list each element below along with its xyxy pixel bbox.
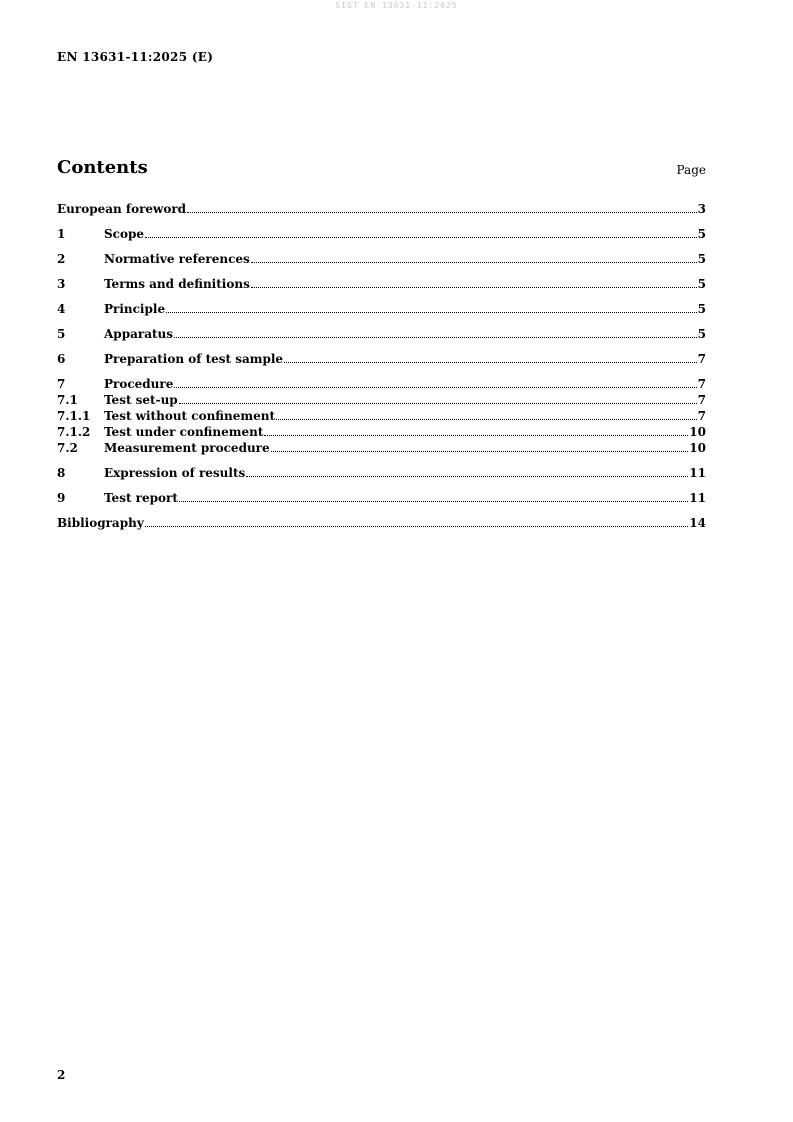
toc-leader-dots [166, 301, 697, 313]
toc-entry-scope[interactable] [57, 226, 706, 242]
toc-entry-measurement-procedure[interactable] [57, 440, 706, 456]
toc-entry-page: 5 [697, 252, 706, 266]
toc-entry-page: 10 [689, 425, 706, 439]
toc-entry-test-report[interactable] [57, 490, 706, 506]
toc-entry-number: 7 [57, 377, 66, 391]
toc-entry-page: 5 [697, 302, 706, 316]
toc-leader-dots [179, 392, 697, 404]
contents-title: Contents [57, 157, 148, 178]
toc-entry-title: Apparatus [104, 327, 173, 341]
toc-leader-dots [145, 515, 689, 527]
toc-entry-terms-and-definitions[interactable] [57, 276, 706, 292]
toc-entry-number: 7.1 [57, 393, 78, 407]
toc-entry-title: Test under confinement [104, 425, 264, 439]
toc-leader-dots [187, 201, 697, 213]
toc-leader-dots [284, 351, 697, 363]
toc-entry-page: 7 [697, 409, 706, 423]
toc-entry-title: Test report [104, 491, 178, 505]
toc-entry-page: 5 [697, 227, 706, 241]
toc-entry-number: 2 [57, 252, 66, 266]
toc-entry-page: 11 [689, 466, 706, 480]
toc-entry-number: 7.1.2 [57, 425, 91, 439]
toc-entry-page: 5 [697, 277, 706, 291]
toc-entry-title: Principle [104, 302, 166, 316]
toc-entry-title: Normative references [104, 252, 250, 266]
toc-entry-number: 7.2 [57, 441, 78, 455]
page-number: 2 [57, 1068, 66, 1082]
toc-entry-number: 7.1.1 [57, 409, 91, 423]
toc-entry-title: Test set-up [104, 393, 178, 407]
table-of-contents [57, 201, 706, 531]
toc-entry-procedure[interactable] [57, 376, 706, 392]
watermark: SIST EN 13631-11:2025 [335, 1, 458, 10]
toc-entry-european-foreword[interactable] [57, 201, 706, 217]
toc-leader-dots [246, 465, 688, 477]
toc-leader-dots [251, 276, 697, 288]
toc-entry-normative-references[interactable] [57, 251, 706, 267]
toc-entry-title: Terms and definitions [104, 277, 250, 291]
toc-entry-page: 5 [697, 327, 706, 341]
toc-entry-number: 4 [57, 302, 66, 316]
toc-entry-title: Measurement procedure [104, 441, 270, 455]
toc-entry-number: 3 [57, 277, 66, 291]
toc-leader-dots [145, 226, 697, 238]
toc-entry-expression-of-results[interactable] [57, 465, 706, 481]
toc-entry-number: 1 [57, 227, 66, 241]
toc-entry-page: 7 [697, 377, 706, 391]
toc-leader-dots [174, 326, 697, 338]
toc-entry-number: 8 [57, 466, 66, 480]
toc-leader-dots [271, 440, 689, 452]
toc-entry-title: European foreword [57, 202, 187, 216]
toc-entry-page: 7 [697, 393, 706, 407]
toc-entry-principle[interactable] [57, 301, 706, 317]
document-id: EN 13631-11:2025 (E) [57, 50, 214, 64]
toc-entry-bibliography[interactable] [57, 515, 706, 531]
toc-entry-page: 11 [689, 491, 706, 505]
toc-entry-apparatus[interactable] [57, 326, 706, 342]
toc-entry-title: Preparation of test sample [104, 352, 284, 366]
toc-entry-page: 14 [689, 516, 706, 530]
toc-entry-test-set-up[interactable] [57, 392, 706, 408]
toc-entry-title: Bibliography [57, 516, 144, 530]
toc-entry-page: 7 [697, 352, 706, 366]
toc-entry-preparation-of-test-sample[interactable] [57, 351, 706, 367]
toc-leader-dots [174, 376, 696, 388]
toc-entry-title: Expression of results [104, 466, 246, 480]
toc-entry-title: Scope [104, 227, 145, 241]
toc-leader-dots [251, 251, 697, 263]
toc-entry-page: 3 [697, 202, 706, 216]
toc-entry-title: Procedure [104, 377, 174, 391]
toc-leader-dots [276, 408, 697, 420]
toc-entry-number: 5 [57, 327, 66, 341]
toc-entry-test-under-confinement[interactable] [57, 424, 706, 440]
page-column-label: Page [676, 163, 706, 177]
toc-entry-title: Test without confinement [104, 409, 275, 423]
toc-entry-number: 9 [57, 491, 66, 505]
toc-leader-dots [264, 424, 688, 436]
toc-entry-number: 6 [57, 352, 66, 366]
toc-entry-page: 10 [689, 441, 706, 455]
toc-entry-test-without-confinement[interactable] [57, 408, 706, 424]
toc-leader-dots [179, 490, 688, 502]
